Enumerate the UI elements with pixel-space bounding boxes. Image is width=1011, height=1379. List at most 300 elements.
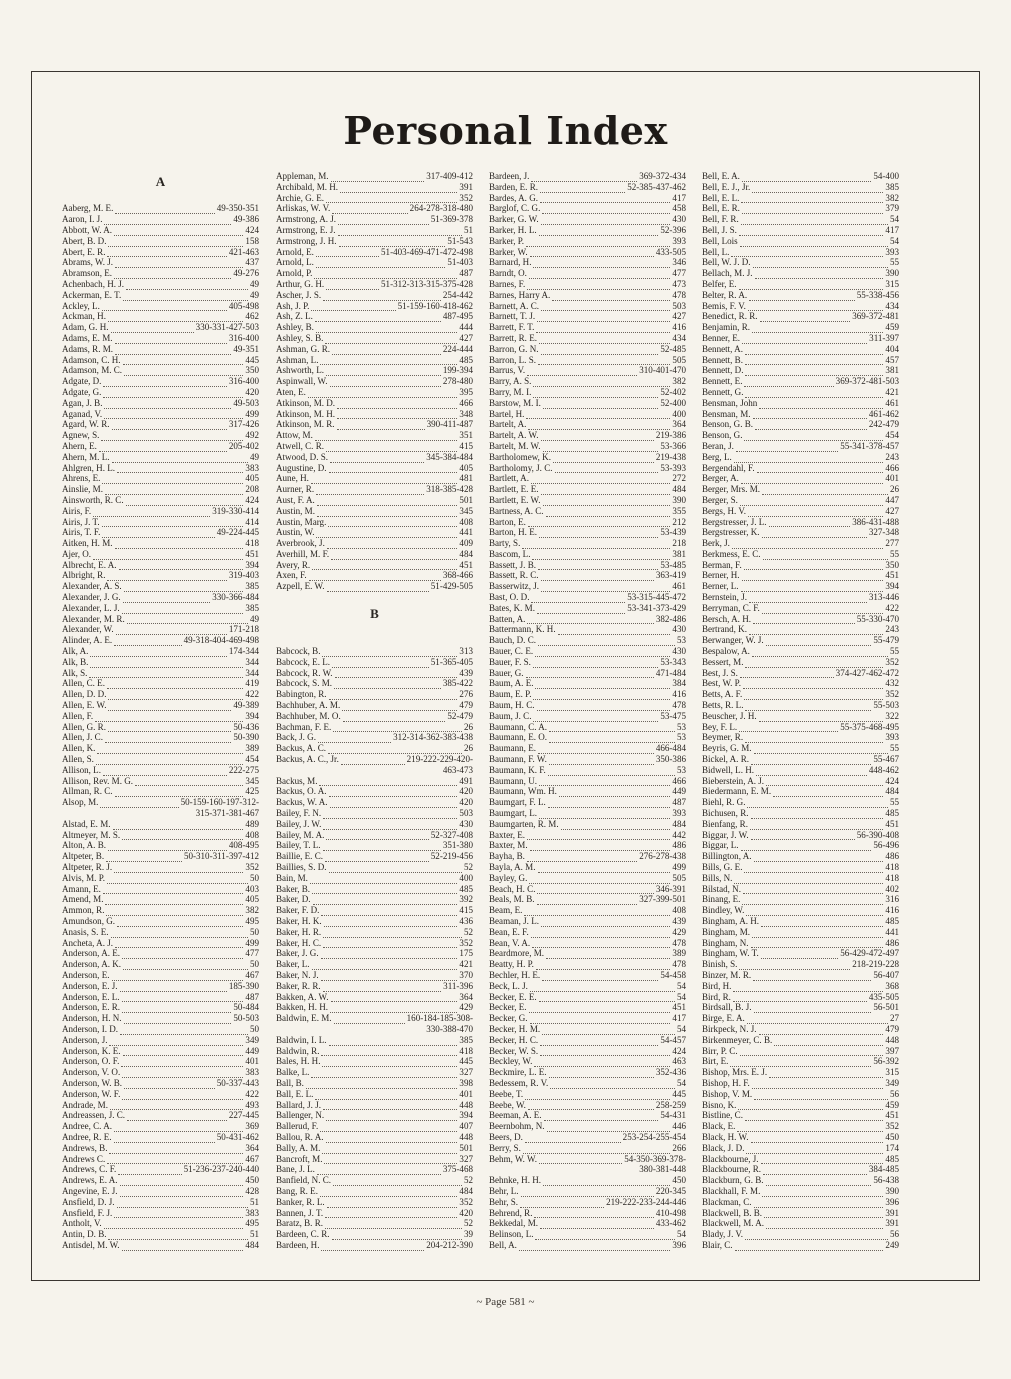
page-references: 219-222-233-244-446 xyxy=(606,1196,686,1207)
dot-leader xyxy=(323,984,442,992)
dot-leader xyxy=(108,1232,247,1240)
page-references: 382 xyxy=(245,905,259,916)
person-name: Berner, L. xyxy=(702,581,739,592)
dot-leader xyxy=(318,735,391,743)
page-references: 39 xyxy=(463,1229,473,1240)
page-references: 422 xyxy=(885,602,899,613)
index-entry xyxy=(276,182,473,193)
dot-leader xyxy=(527,854,637,862)
index-entry xyxy=(276,463,473,474)
dot-leader xyxy=(541,487,671,495)
dot-leader xyxy=(99,444,227,452)
page-references: 421 xyxy=(885,386,899,397)
person-name: Ansfield, F. J. xyxy=(62,1207,113,1218)
index-entry xyxy=(276,1056,473,1067)
page-references: 222-275 xyxy=(228,764,259,775)
person-name: Bardeen, C. R. xyxy=(276,1229,330,1240)
page-references: 451 xyxy=(885,1110,899,1121)
index-entry xyxy=(276,1100,473,1111)
index-entry xyxy=(276,506,473,517)
page-references: 51-429-505 xyxy=(430,581,473,592)
dot-leader xyxy=(526,411,670,419)
dot-leader xyxy=(753,411,867,419)
index-entry xyxy=(489,992,686,1003)
page-references: 495 xyxy=(245,915,259,926)
index-entry xyxy=(276,851,473,862)
index-entry-continuation xyxy=(276,765,473,776)
page-references: 227-445 xyxy=(228,1110,259,1121)
person-name: Bergstresser, J. L. xyxy=(702,516,767,527)
dot-leader xyxy=(329,692,458,700)
index-entry xyxy=(276,279,473,290)
dot-leader xyxy=(750,822,883,830)
dot-leader xyxy=(537,886,653,894)
person-name: Beymer, R. xyxy=(702,732,744,743)
page-references: 54 xyxy=(889,214,899,225)
page-references: 55 xyxy=(889,797,899,808)
dot-leader xyxy=(550,1081,675,1089)
page-references: 316 xyxy=(885,894,899,905)
index-entry xyxy=(62,1186,259,1197)
page-references: 51-403 xyxy=(447,257,473,268)
index-entry xyxy=(702,689,899,700)
page-references: 451 xyxy=(245,548,259,559)
page-references: 50-484 xyxy=(233,1002,259,1013)
person-name: Alton, A. B. xyxy=(62,840,106,851)
page-references: 394 xyxy=(245,710,259,721)
index-entry xyxy=(276,1175,473,1186)
page-references: 346-391 xyxy=(655,883,686,894)
person-name: Bergendahl, F. xyxy=(702,462,755,473)
dot-leader xyxy=(740,1048,884,1056)
index-column-4 xyxy=(702,171,899,1251)
person-name: Aaron, I. J. xyxy=(62,214,103,225)
person-name: Allen, S. xyxy=(62,754,94,765)
dot-leader xyxy=(528,422,670,430)
person-name: Abrams, W. J. xyxy=(62,257,114,268)
page-references: 394 xyxy=(459,1110,473,1121)
dot-leader xyxy=(311,476,458,484)
person-name: Biedermann, E. M. xyxy=(702,786,772,797)
person-name: Bechler, H. E. xyxy=(489,969,541,980)
dot-leader xyxy=(531,174,637,182)
page-references: 56-501 xyxy=(873,1002,899,1013)
dot-leader xyxy=(326,368,441,376)
person-name: Baldwin, R. xyxy=(276,1045,320,1056)
index-entry xyxy=(276,1002,473,1013)
page-references: 381 xyxy=(672,548,686,559)
person-name: Aspinwall, W. xyxy=(276,376,328,387)
page-references: 428 xyxy=(245,1185,259,1196)
dot-leader xyxy=(329,465,458,473)
index-entry xyxy=(702,970,899,981)
person-name: Allen, D. D. xyxy=(62,689,107,700)
page-references: 394 xyxy=(245,559,259,570)
dot-leader xyxy=(744,562,884,570)
dot-leader xyxy=(739,282,884,290)
page-references: 485 xyxy=(885,915,899,926)
person-name: Becker, H. C. xyxy=(489,1034,539,1045)
index-entry xyxy=(702,344,899,355)
page-references: 49-224-445 xyxy=(216,527,259,538)
index-entry xyxy=(489,1013,686,1024)
person-name: Beckmire, L. E. xyxy=(489,1067,547,1078)
person-name: Bell, E. J., Jr. xyxy=(702,181,751,192)
page-references: 484 xyxy=(459,1185,473,1196)
dot-leader xyxy=(531,930,671,938)
dot-leader xyxy=(323,822,457,830)
page-references: 53-393 xyxy=(660,462,686,473)
dot-leader xyxy=(760,314,851,322)
person-name: Bell, E. R. xyxy=(702,203,740,214)
dot-leader xyxy=(754,1005,872,1013)
page-references: 486 xyxy=(672,840,686,851)
page-references: 52-327-408 xyxy=(430,829,473,840)
page-references: 491 xyxy=(459,775,473,786)
index-entry xyxy=(276,1067,473,1078)
index-entry xyxy=(276,333,473,344)
page-references: 352 xyxy=(245,862,259,872)
page-references: 52-219-456 xyxy=(430,851,473,862)
dot-leader xyxy=(756,768,867,776)
index-entry xyxy=(62,927,259,938)
page-references: 351-380 xyxy=(442,840,473,851)
dot-leader xyxy=(743,886,883,894)
index-entry xyxy=(276,171,473,182)
dot-leader xyxy=(96,757,244,765)
person-name: Barker, W. xyxy=(489,246,528,257)
page-references: 53 xyxy=(676,764,686,775)
page-references: 53-315-445-472 xyxy=(627,592,686,603)
person-name: Bensman, John xyxy=(702,397,758,408)
page-references: 310-401-470 xyxy=(639,365,686,376)
person-name: Berger, Mrs. M. xyxy=(702,484,761,495)
person-name: Blackman, C. xyxy=(702,1196,752,1207)
index-entry xyxy=(489,808,686,819)
person-name: Anderson, W. B. xyxy=(62,1077,123,1088)
page-references: 450 xyxy=(672,1175,686,1186)
person-name: Bartelt, A. W. xyxy=(489,430,539,441)
index-entry xyxy=(489,732,686,743)
dot-leader xyxy=(316,487,424,495)
dot-leader xyxy=(745,735,883,743)
index-entry xyxy=(489,592,686,603)
index-entry xyxy=(276,905,473,916)
index-entry xyxy=(62,1197,259,1208)
person-name: Baxter, M. xyxy=(489,840,528,851)
person-name: Ajer, O. xyxy=(62,548,92,559)
index-entry xyxy=(276,732,473,743)
dot-leader xyxy=(530,984,675,992)
index-entry xyxy=(276,1240,473,1251)
person-name: Ahrens, E. xyxy=(62,473,101,484)
person-name: Becker, H. M. xyxy=(489,1023,541,1034)
dot-leader xyxy=(326,1113,457,1121)
person-name: Bailey, J. W. xyxy=(276,818,322,829)
person-name: Azpell, E. W. xyxy=(276,581,325,592)
index-entry xyxy=(702,214,899,225)
person-name: Bekkedal, M. xyxy=(489,1218,538,1229)
dot-leader xyxy=(536,325,670,333)
person-name: Bachhuber, M. O. xyxy=(276,710,341,721)
page-references: 27 xyxy=(889,1013,899,1024)
dot-leader xyxy=(762,1189,883,1197)
page-references: 199-394 xyxy=(442,365,473,376)
index-entry xyxy=(62,1056,259,1067)
index-entry xyxy=(702,1143,899,1154)
page-references: 499 xyxy=(245,937,259,948)
person-name: Allen, G. R. xyxy=(62,721,106,732)
dot-leader xyxy=(533,390,658,398)
page-references: 457 xyxy=(885,354,899,365)
index-entry xyxy=(489,171,686,182)
dot-leader xyxy=(755,422,867,430)
page-references: 461 xyxy=(885,397,899,408)
index-entry xyxy=(276,419,473,430)
index-entry xyxy=(276,311,473,322)
page-references: 51-236-237-240-440 xyxy=(183,1164,259,1175)
dot-leader xyxy=(540,195,670,203)
dot-leader xyxy=(742,174,871,182)
index-entry xyxy=(702,657,899,668)
index-entry xyxy=(702,247,899,258)
person-name: Bennett, A. xyxy=(702,343,743,354)
page-references: 50-503 xyxy=(233,1013,259,1024)
dot-leader xyxy=(338,228,462,236)
index-entry xyxy=(489,635,686,646)
page-references: 53-366 xyxy=(660,440,686,451)
dot-leader xyxy=(337,422,425,430)
index-entry xyxy=(489,387,686,398)
index-entry xyxy=(489,322,686,333)
index-entry xyxy=(489,1100,686,1111)
person-name: Bannen, J. T. xyxy=(276,1207,324,1218)
page-references: 26 xyxy=(463,743,473,754)
person-name: Andrews, E. A. xyxy=(62,1175,118,1186)
page-references: 224-444 xyxy=(442,343,473,354)
dot-leader xyxy=(311,303,395,311)
index-entry xyxy=(276,873,473,884)
person-name: Aitken, H. M. xyxy=(62,538,113,549)
dot-leader xyxy=(317,1167,441,1175)
index-entry xyxy=(276,1208,473,1219)
person-name: Beaman, J. L. xyxy=(489,915,539,926)
index-entry xyxy=(702,1013,899,1024)
index-column-2 xyxy=(276,171,473,1251)
page-references: 421-463 xyxy=(228,246,259,257)
index-entry xyxy=(62,646,259,657)
person-name: Barron, G. N. xyxy=(489,343,539,354)
person-name: Allen, E. W. xyxy=(62,700,107,711)
person-name: Bennett, G. xyxy=(702,386,744,397)
page-references: 484 xyxy=(245,1239,259,1250)
index-entry xyxy=(62,463,259,474)
dot-leader xyxy=(104,1221,244,1229)
page-references: 454 xyxy=(245,754,259,765)
person-name: Bell, J. S. xyxy=(702,224,737,235)
person-name: Allison, L. xyxy=(62,764,101,775)
page-references: 499 xyxy=(672,862,686,872)
index-entry xyxy=(489,862,686,873)
index-entry xyxy=(702,473,899,484)
dot-leader xyxy=(341,757,405,765)
index-entry xyxy=(62,1240,259,1251)
index-entry xyxy=(276,527,473,538)
index-entry xyxy=(62,1002,259,1013)
dot-leader xyxy=(752,185,883,193)
person-name: Andree, R. E. xyxy=(62,1131,112,1142)
page-references: 390 xyxy=(672,494,686,505)
page-references: 264-278-318-480 xyxy=(409,203,473,214)
person-name: Anderson, E. J. xyxy=(62,980,118,991)
dot-leader xyxy=(533,660,658,668)
page-references: 392 xyxy=(459,894,473,905)
person-name: Bell, E. L. xyxy=(702,192,740,203)
person-name: Barstow, M. I. xyxy=(489,397,541,408)
dot-leader xyxy=(337,411,457,419)
page-references: 352 xyxy=(459,1196,473,1207)
index-entry xyxy=(489,1154,686,1165)
index-entry xyxy=(702,916,899,927)
page-references: 311-396 xyxy=(443,980,473,991)
index-entry xyxy=(276,1046,473,1057)
person-name: Antholt, V. xyxy=(62,1218,102,1229)
index-entry xyxy=(276,1164,473,1175)
index-entry xyxy=(276,959,473,970)
index-entry xyxy=(276,268,473,279)
index-entry xyxy=(489,473,686,484)
dot-leader xyxy=(751,940,884,948)
page-references: 418 xyxy=(885,872,899,883)
index-entry xyxy=(489,463,686,474)
person-name: Ainslie, M. xyxy=(62,484,103,495)
page-references: 327-348 xyxy=(868,527,899,538)
index-entry xyxy=(702,376,899,387)
index-entry xyxy=(489,290,686,301)
person-name: Adams, R. M. xyxy=(62,343,114,354)
page-references: 49-503 xyxy=(233,397,259,408)
page-references: 253-254-255-454 xyxy=(622,1131,686,1142)
index-entry xyxy=(62,797,259,808)
index-entry xyxy=(62,894,259,905)
page-references: 55 xyxy=(889,548,899,559)
index-entry xyxy=(62,981,259,992)
person-name: Bauer, C. E. xyxy=(489,646,534,657)
person-name: Bardes, A. G. xyxy=(489,192,538,203)
page-references: 434 xyxy=(672,332,686,343)
person-name: Bardeen, H. xyxy=(276,1239,320,1250)
page-references: 390-411-487 xyxy=(426,419,473,430)
dot-leader xyxy=(320,357,457,365)
page-references: 416 xyxy=(885,905,899,916)
page-references: 484 xyxy=(459,548,473,559)
spacer xyxy=(276,635,473,646)
person-name: Atkinson, M. R. xyxy=(276,419,335,430)
index-entry xyxy=(276,344,473,355)
person-name: Baumann, C. A. xyxy=(489,721,548,732)
dot-leader xyxy=(524,908,670,916)
page-references: 249 xyxy=(885,1239,899,1250)
page-references: 463 xyxy=(672,1056,686,1067)
dot-leader xyxy=(326,444,457,452)
dot-leader xyxy=(326,282,379,290)
index-entry xyxy=(62,970,259,981)
index-entry xyxy=(489,884,686,895)
index-entry xyxy=(62,1035,259,1046)
person-name: Blackwell, B. B. xyxy=(702,1207,763,1218)
person-name: Ballerud, F. xyxy=(276,1121,319,1132)
index-entry xyxy=(62,862,259,873)
page-references: 352 xyxy=(885,1121,899,1132)
index-entry xyxy=(489,247,686,258)
person-name: Anderson, I. D. xyxy=(62,1023,119,1034)
dot-leader xyxy=(739,962,850,970)
dot-leader xyxy=(323,293,441,301)
page-references: 171-218 xyxy=(228,624,259,635)
person-name: Arnold, L. xyxy=(276,257,314,268)
person-name: Black, E. xyxy=(702,1121,736,1132)
person-name: Ammon, R. xyxy=(62,905,105,916)
page-references: 429 xyxy=(459,1002,473,1013)
index-entry xyxy=(702,1164,899,1175)
person-name: Billington, A. xyxy=(702,851,752,862)
person-name: Andrews C. xyxy=(62,1153,106,1164)
page-references: 349 xyxy=(885,1077,899,1088)
dot-leader xyxy=(740,239,888,247)
dot-leader xyxy=(123,962,248,970)
index-entry xyxy=(702,711,899,722)
page-references: 448 xyxy=(459,1131,473,1142)
page-references: 408-495 xyxy=(228,840,259,851)
dot-leader xyxy=(124,1016,232,1024)
page-references: 55-467 xyxy=(873,754,899,765)
dot-leader xyxy=(123,595,211,603)
index-entry xyxy=(489,819,686,830)
index-entry xyxy=(702,743,899,754)
page-references: 55-479 xyxy=(873,635,899,646)
index-entry xyxy=(62,786,259,797)
page-references: 56-392 xyxy=(873,1056,899,1067)
dot-leader xyxy=(114,638,181,646)
page-references: 272 xyxy=(672,473,686,484)
page-references: 382-486 xyxy=(655,613,686,624)
index-entry xyxy=(276,290,473,301)
index-entry xyxy=(702,441,899,452)
dot-leader xyxy=(320,1189,457,1197)
person-name: Anderson, O. F. xyxy=(62,1056,120,1067)
dot-leader xyxy=(529,1005,671,1013)
person-name: Bailey, F. N. xyxy=(276,808,322,819)
page-references: 424 xyxy=(245,494,259,505)
dot-leader xyxy=(338,217,429,225)
person-name: Atwood, D. S. xyxy=(276,451,329,462)
index-entry xyxy=(276,452,473,463)
index-entry xyxy=(276,355,473,366)
person-name: Beebe, W. xyxy=(489,1099,526,1110)
index-entry xyxy=(62,333,259,344)
dot-leader xyxy=(532,940,670,948)
dot-leader xyxy=(754,854,884,862)
index-entry xyxy=(702,635,899,646)
index-entry xyxy=(62,365,259,376)
page-references: 352-436 xyxy=(655,1067,686,1078)
page-references: 56 xyxy=(889,1229,899,1240)
index-entry xyxy=(489,851,686,862)
page-references: 450 xyxy=(885,1131,899,1142)
page-references: 478 xyxy=(672,937,686,948)
index-entry xyxy=(62,884,259,895)
page-references: 501 xyxy=(459,1142,473,1153)
